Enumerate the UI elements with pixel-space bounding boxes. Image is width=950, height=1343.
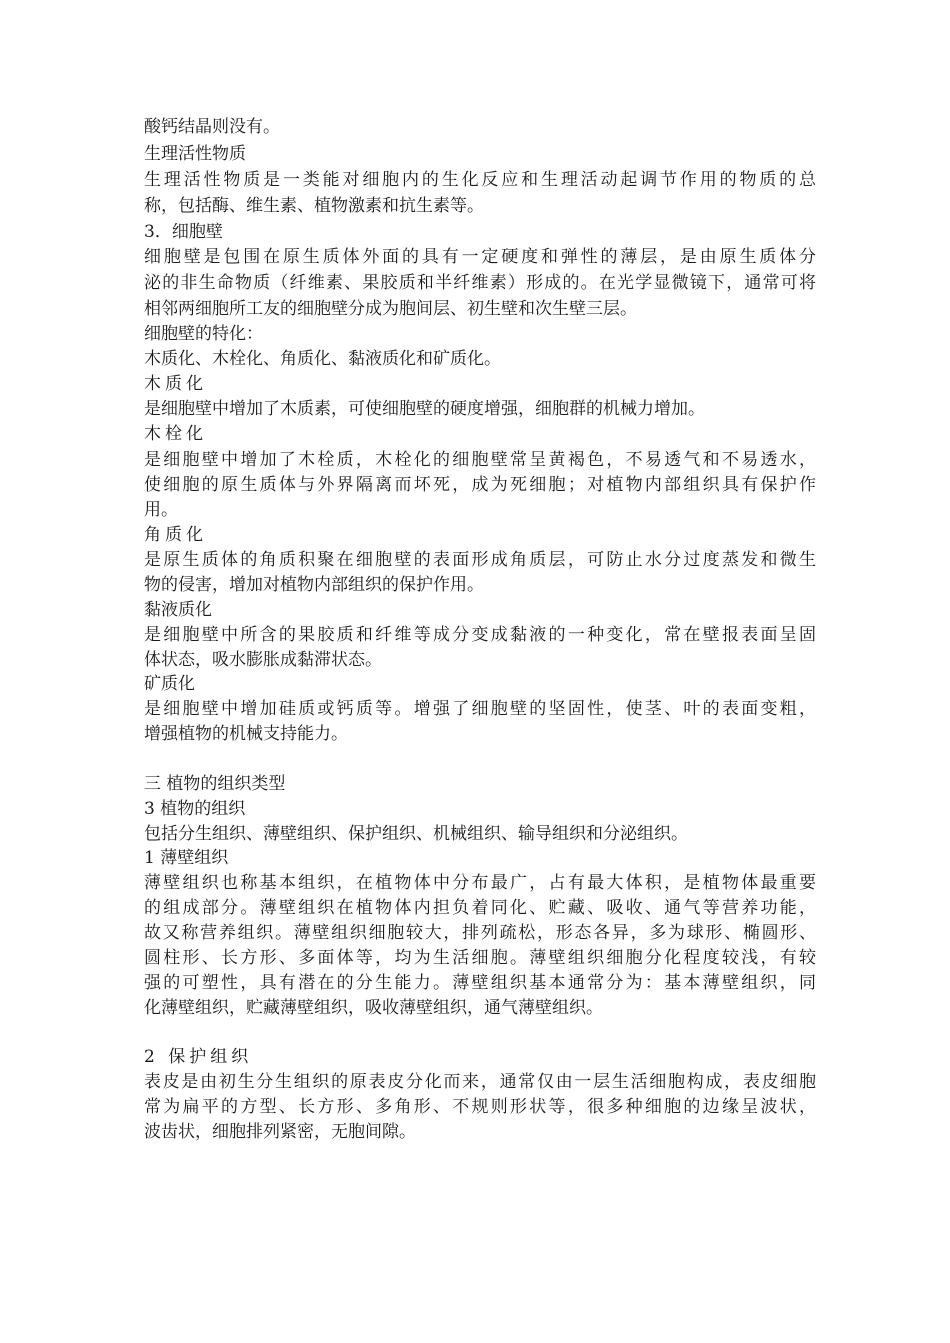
section-title-tissue-types: 三 植物的组织类型 [144,774,286,794]
text-line: 细胞壁的特化： [144,324,263,344]
heading-plant-tissue: 3 植物的组织 [144,799,246,819]
heading-suberization: 木栓化 [144,424,207,444]
text-line: 用。 [144,500,178,520]
text-line: 称，包括酶、维生素、植物激素和抗生素等。 [144,196,484,216]
heading-mineralization: 矿质化 [144,674,195,694]
text-line: 故又称营养组织。薄壁组织细胞较大，排列疏松，形态各异，多为球形、椭圆形、 [144,923,816,943]
heading-lignification: 木质化 [144,374,207,394]
text-line: 是细胞壁中所含的果胶质和纤维等成分变成黏液的一种变化，常在壁报表面呈固 [144,625,816,645]
text-line: 相邻两细胞所工友的细胞壁分成为胞间层、初生壁和次生壁三层。 [144,299,637,319]
text-line: 泌的非生命物质（纤维素、果胶质和半纤维素）形成的。在光学显微镜下，通常可将 [144,273,816,293]
text-line: 物的侵害，增加对植物内部组织的保护作用。 [144,575,484,595]
text-line: 酸钙结晶则没有。 [144,117,280,137]
heading-bioactive: 生理活性物质 [144,144,246,164]
heading-parenchyma: 1 薄壁组织 [144,848,229,868]
text-line: 是细胞壁中增加了木栓质，木栓化的细胞壁常呈黄褐色，不易透气和不易透水， [144,450,816,470]
text-line: 木质化、木栓化、角质化、黏液质化和矿质化。 [144,349,501,369]
text-line: 的组成部分。薄壁组织在植物体内担负着同化、贮藏、吸收、通气等营养功能， [144,898,816,918]
text-line: 包括分生组织、薄壁组织、保护组织、机械组织、输导组织和分泌组织。 [144,824,688,844]
text-line: 是细胞壁中增加硅质或钙质等。增强了细胞壁的坚固性，使茎、叶的表面变粗， [144,699,816,719]
heading-mucilage: 黏液质化 [144,600,212,620]
text-line: 表皮是由初生分生组织的原表皮分化而来，通常仅由一层生活细胞构成，表皮细胞 [144,1072,816,1092]
text-line: 波齿状，细胞排列紧密，无胞间隙。 [144,1122,416,1142]
text-line: 薄壁组织也称基本组织，在植物体中分布最广，占有最大体积，是植物体最重要 [144,873,816,893]
text-line: 常为扁平的方型、长方形、多角形、不规则形状等，很多种细胞的边缘呈波状， [144,1097,816,1117]
text-line: 是细胞壁中增加了木质素，可使细胞壁的硬度增强，细胞群的机械力增加。 [144,399,705,419]
heading-cell-wall: 3．细胞壁 [144,222,223,242]
text-line: 是原生质体的角质积聚在细胞壁的表面形成角质层，可防止水分过度蒸发和微生 [144,550,816,570]
text-line: 使细胞的原生质体与外界隔离而坏死，成为死细胞；对植物内部组织具有保护作 [144,475,816,495]
text-line: 圆柱形、长方形、多面体等，均为生活细胞。薄壁组织细胞分化程度较浅，有较 [144,948,816,968]
text-line: 化薄壁组织，贮藏薄壁组织，吸收薄壁组织，通气薄壁组织。 [144,998,603,1018]
text-line: 生理活性物质是一类能对细胞内的生化反应和生理活动起调节作用的物质的总 [144,170,816,190]
text-line: 细胞壁是包围在原生质体外面的具有一定硬度和弹性的薄层，是由原生质体分 [144,247,816,267]
heading-protective-tissue: 2 保护组织 [144,1047,253,1067]
heading-cutinization: 角质化 [144,525,207,545]
text-line: 增强植物的机械支持能力。 [144,724,348,744]
text-line: 强的可塑性，具有潜在的分生能力。薄壁组织基本通常分为：基本薄壁组织，同 [144,973,816,993]
text-line: 体状态，吸水膨胀成黏滞状态。 [144,650,382,670]
